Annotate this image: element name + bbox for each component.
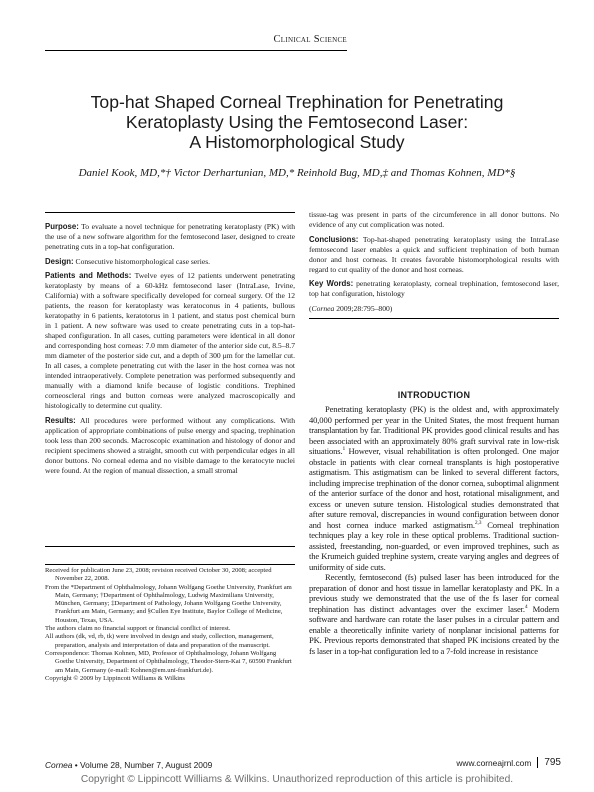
methods-text: Twelve eyes of 12 patients underwent penetrating keratoplasty by means of a 60-kHz femtosecond laser (IntraLase, Irvine, California) with a software specifically developed for corneal surgery. Of the 12 patients, the reason for keratoplasty was keratoconus in 4 patients, bullous keratopathy in 6 patients, keratotorus in 1 patient, and status post chemical burn in 1 patient. A new software was used to create penetrating cuts in a top-hat-shaped configuration. In all cases, cutting parameters were identical in all donor and corresponding host corneas: 7.0 mm diameter of the anterior side cut, 8.5–8.7 mm diameter of the posterior side cut, and a depth of 300 μm for the lamellar cut. In all cases, a complete penetrating cut with the laser in the host cornea was not intended intraoperatively. Complete penetration was performed subsequently and manually with a diamond knife because of logistic conditions. Trephined corneoscleral rings and button corneas were analyzed macroscopically and histologically to determine cut quality. [45, 271, 295, 410]
abstract-results [45, 416, 295, 476]
title-line-1: Top-hat Shaped Corneal Trephination for Penetrating [90, 92, 504, 112]
abstract-purpose [45, 222, 295, 252]
intro-p1-a: Penetrating keratoplasty (PK) is the oldest and, with approximately 40,000 performed per year in the United States, the most frequent human transplantation by far. Traditional PK provides good clinical results and has been associated with an approximately 80% graft survival rate in low-risk situations. [309, 404, 559, 456]
copyright-watermark: Copyright © Lippincott Williams & Wilkins. Unauthorized reproduction of this article is prohibited. [80, 774, 514, 785]
keywords-text: penetrating keratoplasty, corneal trephination, femtosecond laser, top hat configuration, histology [309, 279, 559, 298]
footer-issue: • Volume 28, Number 7, August 2009 [72, 760, 213, 770]
footer-right [456, 757, 561, 768]
footnotes [45, 567, 295, 683]
page-number: 795 [537, 757, 561, 768]
footnote-affiliations: From the *Department of Ophthalmology, Johann Wolfgang Goethe University, Frankfurt am Main, Germany; †Department of Ophthalmology, Ludwig Maximilians University, München, Germany; ‡Department of Pathology, Johann Wolfgang Goethe University, Frankfurt am Main, Germany; and §Cullen Eye Institute, Baylor College of Medicine, Houston, Texas, USA. [45, 583, 292, 624]
design-label: Design: [45, 256, 74, 266]
intro-paragraph-2 [309, 572, 559, 656]
abstract-design [45, 257, 295, 267]
abstract-keywords [309, 279, 559, 299]
section-label: Clinical Science [273, 34, 347, 45]
abstract-conclusions [309, 235, 559, 275]
footer-journal-info [45, 760, 212, 770]
abstract-left-column [45, 222, 295, 480]
results-text: All procedures were performed without any complications. With application of appropriate combinations of pulse energy and spacing, trephination took less than 200 seconds. Macroscopic examination and histology of donor and recipient specimens showed a straight, smooth cut with perpendicular edges in all donor buttons. No corneal edema and no visible damage to the keratocyte nuclei were found. At the region of manual dissection, a small stromal [45, 415, 295, 475]
title-line-2: Keratoplasty Using the Femtosecond Laser: [125, 112, 469, 132]
intro-p2-b: Modern software and hardware can rotate the laser pulses in a circular pattern and enable a theoretically infinite variety of nonplanar incisional patterns for PK. Previous reports demonstrated that shaped PK incisions created by the fs laser in a top-hat configuration led to a 7-fold increase in resistance [309, 603, 559, 656]
citation-rest: 2009;28:795–800) [336, 303, 393, 313]
abstract-methods [45, 271, 295, 411]
footer-url[interactable]: www.corneajrnl.com [456, 757, 532, 768]
abstract-end-rule [309, 318, 559, 319]
footnote-rule [45, 564, 295, 565]
footnote-contributions: All authors (dk, vd, rb, tk) were involved in design and study, collection, management, preparation, analysis and interpretation of data and preparation of the manuscript. [45, 633, 274, 649]
citation-journal: Cornea [311, 303, 335, 313]
purpose-text: To evaluate a novel technique for penetrating keratoplasty (PK) with the use of a new software algorithm for the femtosecond laser, designed to create penetrating cuts in a top-hat configuration. [45, 222, 296, 251]
conclusions-label: Conclusions: [309, 234, 359, 244]
abstract-right-column [309, 210, 559, 319]
introduction-heading: INTRODUCTION [397, 390, 471, 400]
keywords-label: Key Words: [309, 279, 354, 288]
footer-journal-name: Cornea [45, 760, 73, 770]
introduction-body [309, 404, 559, 656]
footnote-copyright: Copyright © 2009 by Lippincott Williams & Wilkins [45, 674, 185, 682]
results-label: Results: [45, 415, 76, 425]
ref-4: 4 [524, 603, 528, 610]
intro-p1-c: Corneal trephination techniques play a key role in these optical problems. Traditional suction-assisted, freestanding, non-guarded, or even improved trephines, such as the Krumeich guided trephine system, create varying angles and degrees of uniformity of side cuts. [309, 519, 559, 572]
conclusions-text: Top-hat-shaped penetrating keratoplasty using the IntraLase femtosecond laser enables a quick and sufficient trephination of both human donor and host corneas. It creates favorable histomorphological results with regard to cut quality of the donor and host corneas. [309, 234, 559, 274]
design-text: Consecutive histomorphological case series. [75, 256, 211, 266]
ref-1: 1 [342, 446, 346, 453]
ref-2-3: 2,3 [474, 519, 482, 526]
footnote-received: Received for publication June 23, 2008; revision received October 30, 2008; accepted November 22, 2008. [45, 567, 272, 583]
article-title [40, 92, 554, 152]
methods-label: Patients and Methods: [45, 271, 132, 280]
intro-p2-a: Recently, femtosecond (fs) pulsed laser has been introduced for the preparation of donor and host tissue in lamellar keratoplasty and PK. In a previous study we demonstrated that the use of the fs laser for corneal trephination has distinct advantages over the excimer laser. [309, 572, 559, 614]
citation: (Cornea 2009;28:795–800) [309, 303, 393, 313]
author-list: Daniel Kook, MD,*† Victor Derhartunian, MD,* Reinhold Bug, MD,‡ and Thomas Kohnen, MD*§ [78, 167, 516, 179]
intro-paragraph-1 [309, 404, 559, 572]
section-rule [45, 50, 347, 51]
title-line-3: A Histomorphological Study [189, 132, 405, 152]
results-continued: tissue-tag was present in parts of the circumference in all donor buttons. No evidence of any cut complication was noted. [309, 210, 559, 229]
footnote-correspondence: Correspondence: Thomas Kohnen, MD, Professor of Ophthalmology, Johann Wolfgang Goethe University, Department of Ophthalmology, Theodor-Stern-Kai 7, 60590 Frankfurt am Main, Germany (e-mail: Kohnen@em.uni-frankfurt.de). [45, 649, 292, 674]
purpose-label: Purpose: [45, 222, 79, 231]
footnote-conflict: The authors claim no financial support or financial conflict of interest. [45, 625, 231, 633]
intro-p1-b: However, visual rehabilitation is often prolonged. One major obstacle in patients with clear corneal transplants is high postoperative astigmatism. This astigmatism can be linked to several different factors, including imprecise trephination of the donor cornea, suboptimal alignment of the anterior surface of the donor and host, rotational misalignment, and excess or uneven suture tension. Histological studies demonstrated that after suture removal, discrepancies in wound configuration between donor and host cornea induce marked astigmatism. [309, 446, 559, 530]
